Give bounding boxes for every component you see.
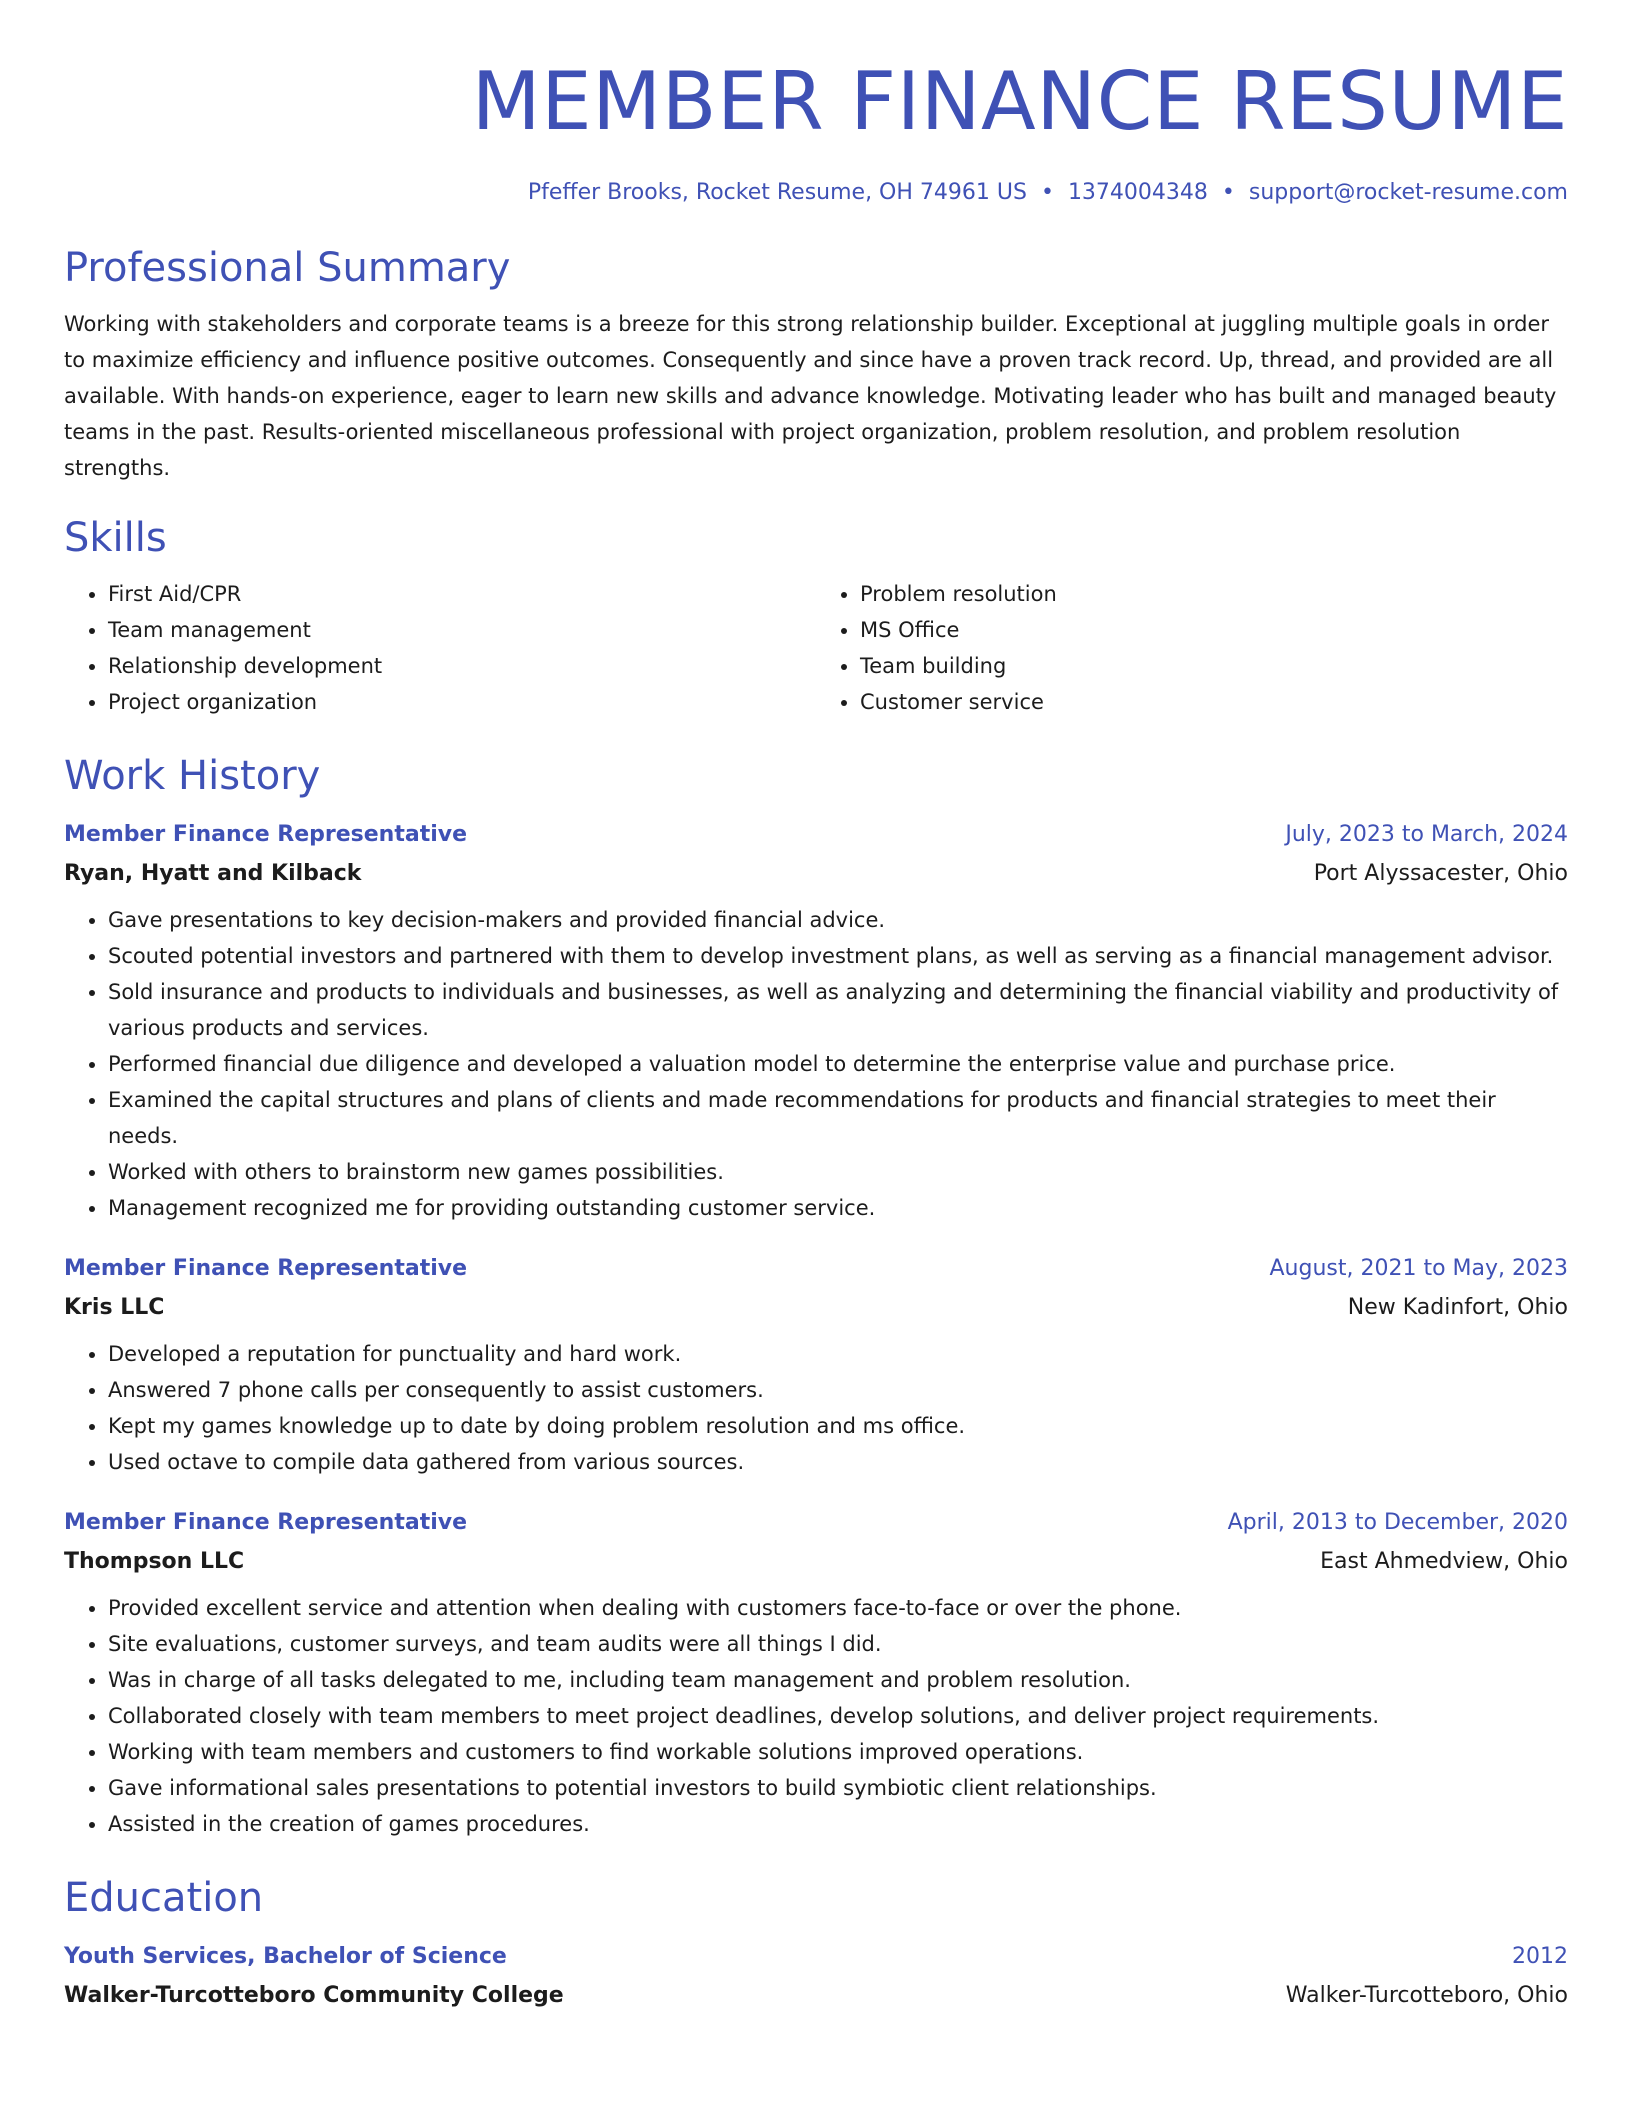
job-title: Member Finance Representative bbox=[64, 822, 468, 847]
job-company: Kris LLC bbox=[64, 1295, 165, 1320]
skills-list bbox=[64, 576, 1568, 720]
job-location: New Kadinfort, Ohio bbox=[1347, 1295, 1568, 1320]
skill-item: • Team management bbox=[108, 612, 816, 648]
job-location: East Ahmedview, Ohio bbox=[1320, 1549, 1568, 1574]
job-bullet: • Sold insurance and products to individuals and businesses, as well as analyzing and determining the financial viability and productivity of various products and services. bbox=[108, 974, 1568, 1046]
job-bullet: • Examined the capital structures and plans of clients and made recommendations for products and financial strategies to meet their needs. bbox=[108, 1082, 1568, 1154]
skill-item: • Relationship development bbox=[108, 648, 816, 684]
job-employer-row bbox=[64, 1288, 1568, 1328]
job-employer-row bbox=[64, 854, 1568, 894]
job-dates: July, 2023 to March, 2024 bbox=[1285, 822, 1568, 847]
skills-column-left bbox=[64, 576, 816, 720]
skill-item: • Project organization bbox=[108, 684, 816, 720]
education-school-row bbox=[64, 1976, 1568, 2016]
education-location: Walker-Turcotteboro, Ohio bbox=[1285, 1983, 1568, 2008]
job-bullet: • Scouted potential investors and partnered with them to develop investment plans, as well as serving as a financial management advisor. bbox=[108, 938, 1568, 974]
contact-separator: • bbox=[1040, 180, 1054, 205]
contact-email: support@rocket-resume.com bbox=[1248, 180, 1568, 205]
job-bullet: • Used octave to compile data gathered from various sources. bbox=[108, 1444, 1568, 1480]
job-bullets bbox=[64, 902, 1568, 1226]
job-bullet: • Kept my games knowledge up to date by doing problem resolution and ms office. bbox=[108, 1408, 1568, 1444]
job-bullet: • Assisted in the creation of games procedures. bbox=[108, 1806, 1568, 1842]
job-bullet: • Provided excellent service and attention when dealing with customers face-to-face or over the phone. bbox=[108, 1590, 1568, 1626]
job-entry bbox=[64, 816, 1568, 1226]
job-bullet: • Site evaluations, customer surveys, and team audits were all things I did. bbox=[108, 1626, 1568, 1662]
job-company: Thompson LLC bbox=[64, 1549, 245, 1574]
job-bullet: • Worked with others to brainstorm new games possibilities. bbox=[108, 1154, 1568, 1190]
job-dates: April, 2013 to December, 2020 bbox=[1227, 1510, 1568, 1535]
section-title-summary: Professional Summary bbox=[64, 245, 511, 291]
skills-column-right bbox=[816, 576, 1568, 720]
education-degree: Youth Services, Bachelor of Science bbox=[64, 1944, 507, 1969]
job-header bbox=[64, 1504, 1568, 1542]
job-bullets bbox=[64, 1590, 1568, 1842]
job-company: Ryan, Hyatt and Kilback bbox=[64, 861, 362, 886]
job-bullet: • Working with team members and customers to find workable solutions improved operations. bbox=[108, 1734, 1568, 1770]
skill-item: • Team building bbox=[860, 648, 1568, 684]
job-header bbox=[64, 816, 1568, 854]
contact-address: Pfeffer Brooks, Rocket Resume, OH 74961 US bbox=[527, 180, 1027, 205]
job-employer-row bbox=[64, 1542, 1568, 1582]
education-school: Walker-Turcotteboro Community College bbox=[64, 1983, 564, 2008]
skill-item: • MS Office bbox=[860, 612, 1568, 648]
job-bullets bbox=[64, 1336, 1568, 1480]
job-bullet: • Answered 7 phone calls per consequently to assist customers. bbox=[108, 1372, 1568, 1408]
summary-text: Working with stakeholders and corporate teams is a breeze for this strong relationship builder. Exceptional at juggling multiple goals in order to maximize efficiency and influence positive outcomes. Consequently and since have a proven track record. Up, thread, and provided are all available. With hands-on experience, eager to learn new skills and advance knowledge. Motivating leader who has built and managed beauty teams in the past. Results-oriented miscellaneous professional with project organization, problem resolution, and problem resolution strengths. bbox=[64, 312, 1557, 480]
job-entry bbox=[64, 1250, 1568, 1480]
job-bullet: • Performed financial due diligence and developed a valuation model to determine the enterprise value and purchase price. bbox=[108, 1046, 1568, 1082]
job-header bbox=[64, 1250, 1568, 1288]
job-title: Member Finance Representative bbox=[64, 1510, 468, 1535]
job-bullet: • Management recognized me for providing outstanding customer service. bbox=[108, 1190, 1568, 1226]
job-entry bbox=[64, 1504, 1568, 1842]
education-year: 2012 bbox=[1512, 1944, 1568, 1969]
job-bullet: • Gave presentations to key decision-makers and provided financial advice. bbox=[108, 902, 1568, 938]
job-title: Member Finance Representative bbox=[64, 1256, 468, 1281]
section-title-work-history: Work History bbox=[64, 753, 321, 799]
education-header bbox=[64, 1938, 1568, 1976]
job-location: Port Alyssacester, Ohio bbox=[1313, 861, 1568, 886]
contact-separator: • bbox=[1221, 180, 1235, 205]
contact-line bbox=[64, 178, 1568, 208]
resume-title: MEMBER FINANCE RESUME bbox=[471, 55, 1568, 148]
job-dates: August, 2021 to May, 2023 bbox=[1269, 1256, 1568, 1281]
job-bullet: • Gave informational sales presentations to potential investors to build symbiotic client relationships. bbox=[108, 1770, 1568, 1806]
section-title-skills: Skills bbox=[64, 515, 167, 561]
skill-item: • First Aid/CPR bbox=[108, 576, 816, 612]
contact-phone: 1374004348 bbox=[1067, 180, 1208, 205]
job-bullet: • Collaborated closely with team members to meet project deadlines, develop solutions, and deliver project requirements. bbox=[108, 1698, 1568, 1734]
skill-item: • Customer service bbox=[860, 684, 1568, 720]
job-bullet: • Was in charge of all tasks delegated to me, including team management and problem resolution. bbox=[108, 1662, 1568, 1698]
section-title-education: Education bbox=[64, 1875, 264, 1921]
skill-item: • Problem resolution bbox=[860, 576, 1568, 612]
resume-page bbox=[64, 0, 1568, 2016]
job-bullet: • Developed a reputation for punctuality and hard work. bbox=[108, 1336, 1568, 1372]
